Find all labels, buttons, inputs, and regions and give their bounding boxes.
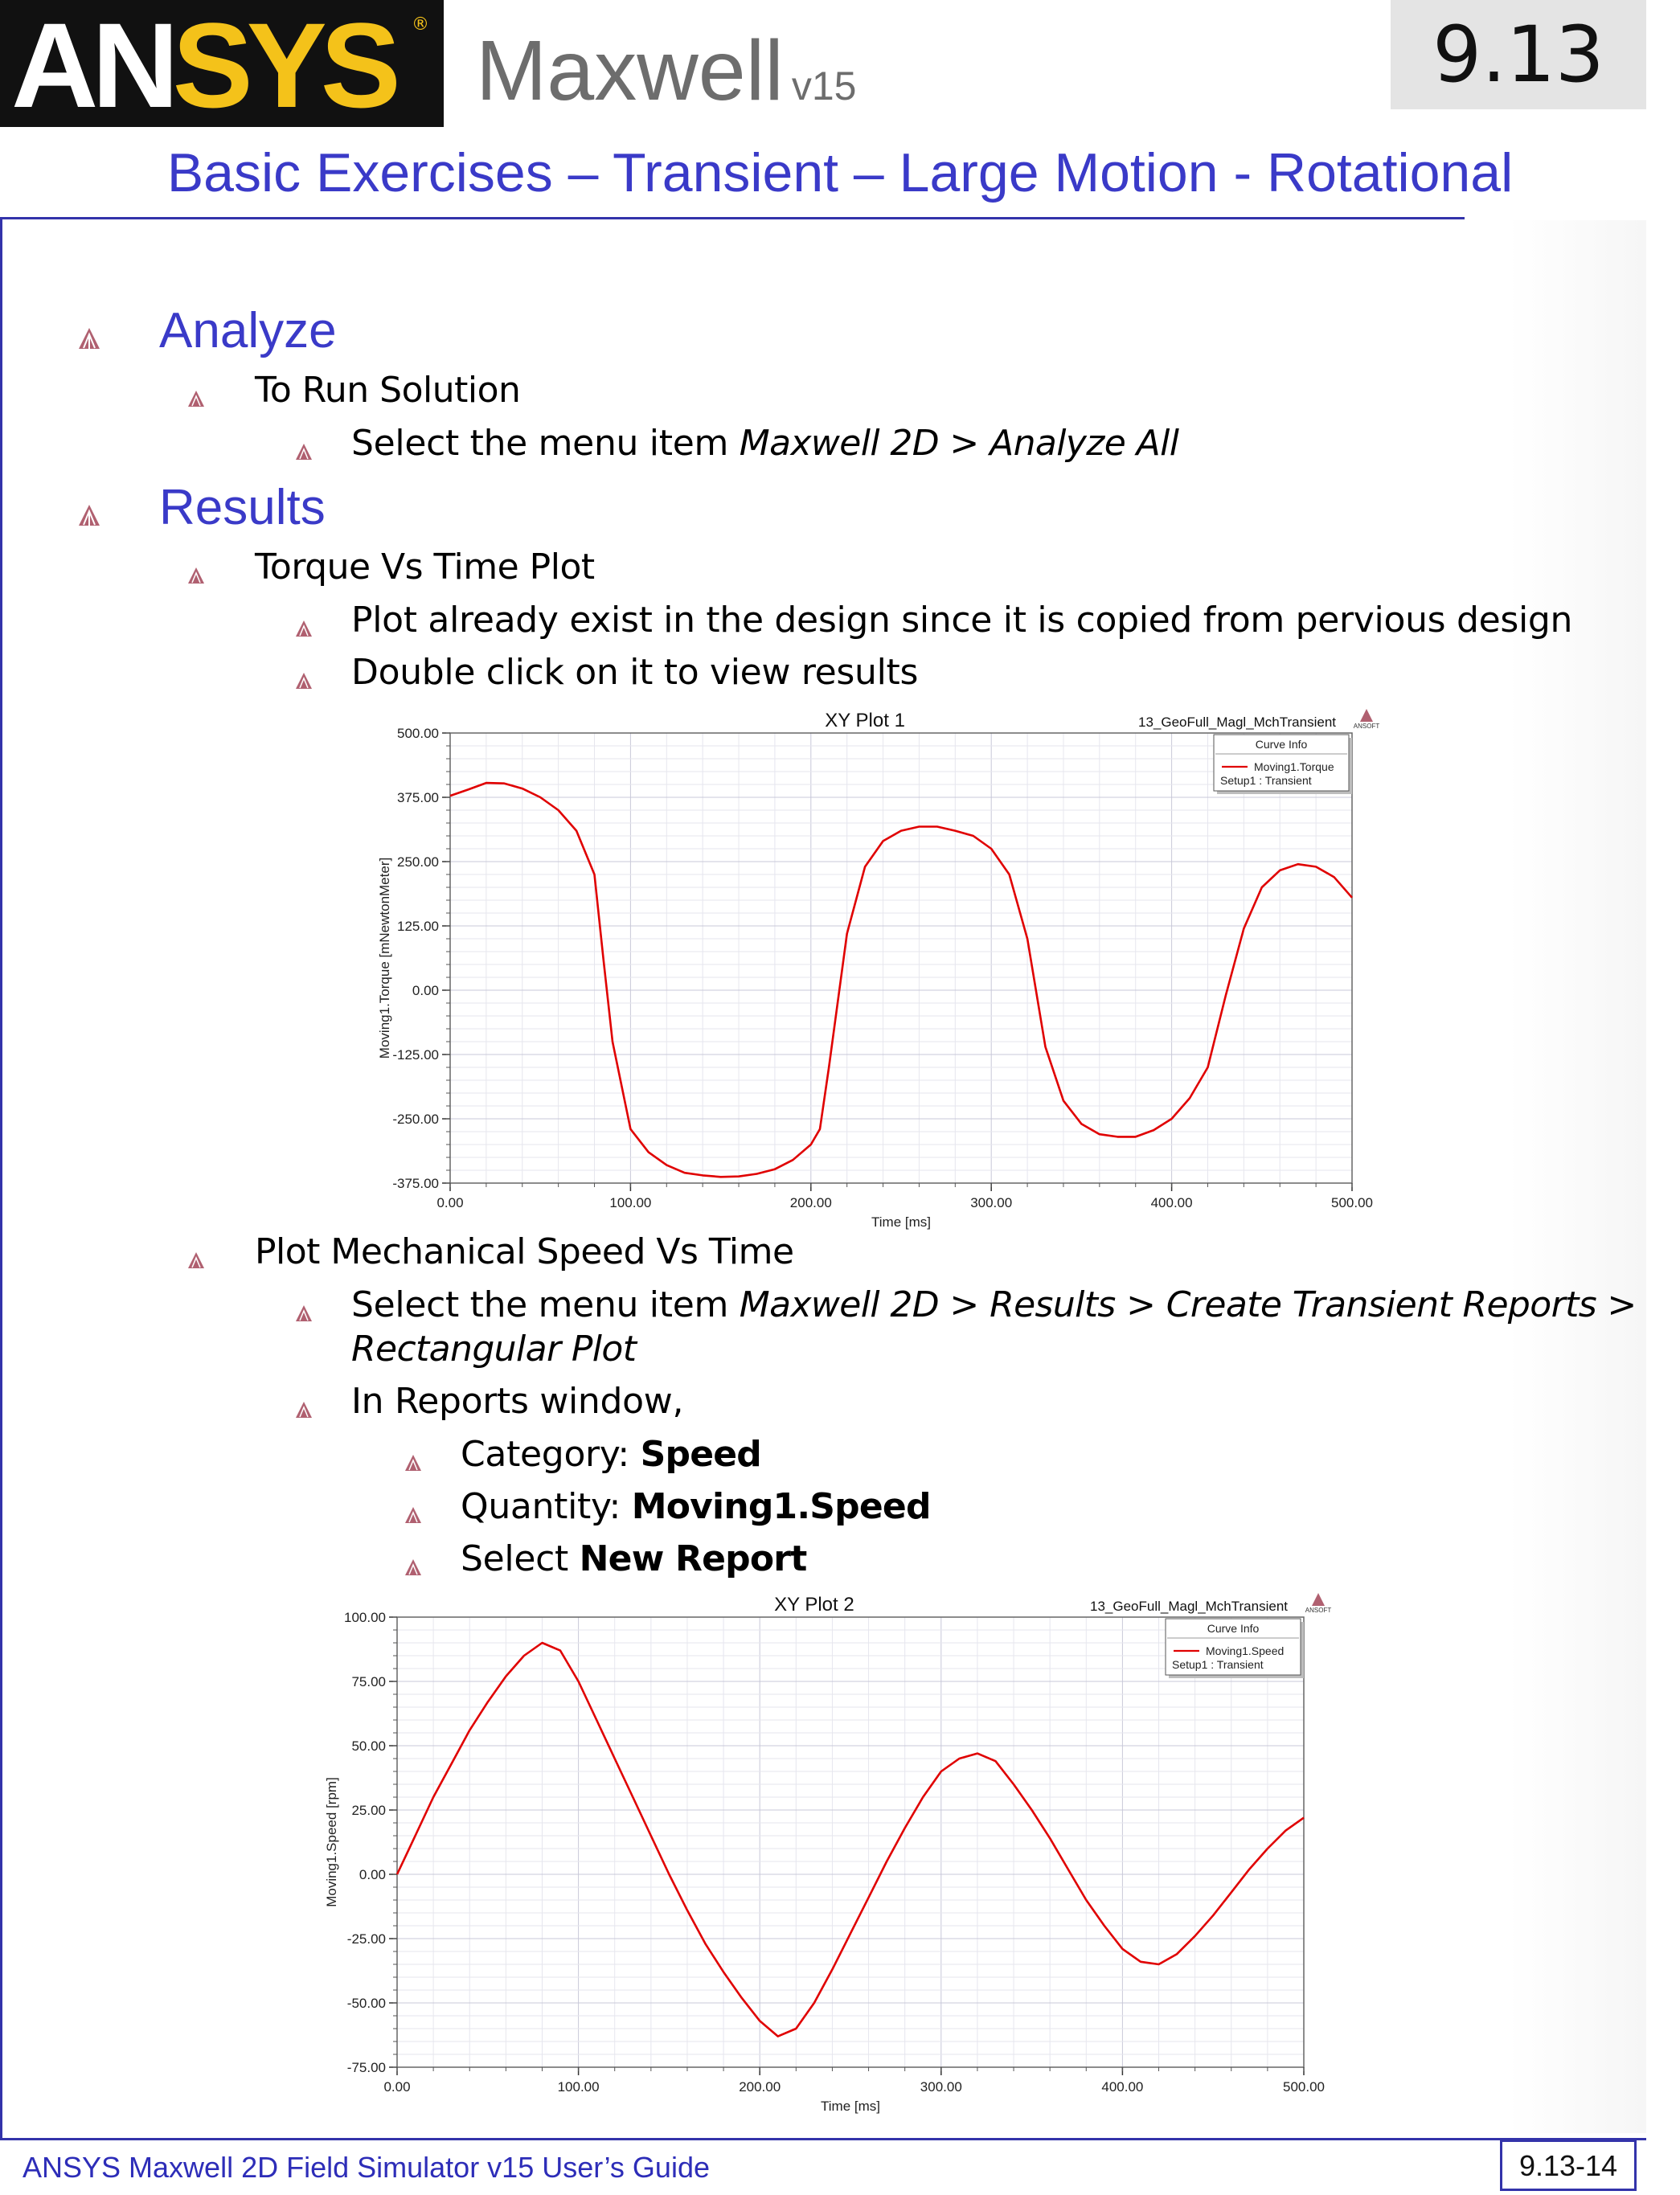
torque-item-1: Plot already exist in the design since it is copied from pervious design <box>351 600 1573 641</box>
y-tick-label: -125.00 <box>392 1047 439 1063</box>
y-tick-label: 250.00 <box>397 854 439 870</box>
heading-results: Results <box>159 480 326 535</box>
x-tick-label: 500.00 <box>1283 2079 1325 2095</box>
y-tick-label: 0.00 <box>359 1867 386 1882</box>
quantity-item: Quantity: Moving1.Speed <box>461 1486 931 1527</box>
footer-guide-title: ANSYS Maxwell 2D Field Simulator v15 User’s Guide <box>23 2151 710 2184</box>
y-tick-label: 375.00 <box>397 790 439 805</box>
ansoft-brand-label: ANSOFT <box>1353 723 1380 730</box>
torque-item-2: Double click on it to view results <box>351 652 919 693</box>
ansoft-logo-icon <box>1312 1593 1325 1606</box>
menu-path-rectangular-plot: Rectangular Plot <box>351 1329 637 1370</box>
bullet-icon <box>186 389 206 408</box>
bullet-icon <box>404 1505 423 1525</box>
x-tick-label: 300.00 <box>970 1195 1013 1210</box>
bullet-icon <box>186 1251 206 1270</box>
subheading-run-solution: To Run Solution <box>255 370 521 411</box>
legend-series-name: Moving1.Speed <box>1206 1644 1285 1657</box>
bullet-icon <box>294 442 313 461</box>
y-tick-label: 50.00 <box>351 1738 386 1754</box>
legend-title: Curve Info <box>1207 1622 1260 1635</box>
ansys-logo-text: ANSYS <box>11 0 395 133</box>
page-number: 9.13-14 <box>1518 2149 1618 2182</box>
legend-series-sub: Setup1 : Transient <box>1220 774 1312 787</box>
x-tick-label: 200.00 <box>739 2079 781 2095</box>
bullet-icon <box>186 566 206 585</box>
subheading-torque-plot: Torque Vs Time Plot <box>255 547 595 588</box>
plot-area <box>450 733 1352 1183</box>
chart-title: XY Plot 1 <box>825 710 905 731</box>
subheading-speed-plot: Plot Mechanical Speed Vs Time <box>255 1231 794 1272</box>
design-label: 13_GeoFull_Magl_MchTransient <box>1138 715 1336 730</box>
x-tick-label: 300.00 <box>920 2079 962 2095</box>
left-border <box>0 217 2 2138</box>
menu-path-analyze-all: Maxwell 2D > Analyze All <box>739 423 1179 464</box>
bullet-icon <box>77 503 101 527</box>
select-item: Select New Report <box>461 1538 807 1579</box>
x-tick-label: 200.00 <box>789 1195 832 1210</box>
ansoft-logo-icon <box>1360 709 1373 722</box>
bullet-icon <box>294 1304 313 1323</box>
x-axis-label: Time [ms] <box>871 1214 931 1230</box>
y-tick-label: -250.00 <box>392 1112 439 1127</box>
legend-series-name: Moving1.Torque <box>1254 760 1334 773</box>
title-divider <box>0 217 1465 219</box>
category-value: Speed <box>640 1434 761 1475</box>
footer-divider <box>0 2138 1646 2140</box>
y-tick-label: 500.00 <box>397 726 439 741</box>
product-version: v15 <box>791 63 857 109</box>
heading-analyze: Analyze <box>159 303 337 358</box>
bullet-icon <box>404 1453 423 1472</box>
bullet-icon <box>404 1558 423 1577</box>
y-tick-label: -375.00 <box>392 1176 439 1191</box>
product-name <box>476 23 856 134</box>
y-tick-label: 25.00 <box>351 1803 386 1818</box>
speed-item-1: Select the menu item Maxwell 2D > Results > Create Transient Reports > <box>351 1284 1637 1325</box>
bullet-icon <box>294 671 313 690</box>
y-tick-label: -50.00 <box>346 1996 386 2011</box>
legend-title: Curve Info <box>1255 738 1308 751</box>
x-tick-label: 100.00 <box>557 2079 600 2095</box>
x-tick-label: 0.00 <box>436 1195 464 1210</box>
bullet-icon <box>77 326 101 350</box>
y-axis-label: Moving1.Torque [mNewtonMeter] <box>377 857 392 1059</box>
x-tick-label: 100.00 <box>609 1195 652 1210</box>
x-tick-label: 400.00 <box>1150 1195 1193 1210</box>
page-title: Basic Exercises – Transient – Large Motion - Rotational <box>166 142 1514 203</box>
y-axis-label: Moving1.Speed [rpm] <box>324 1777 339 1907</box>
speed-vs-time-chart <box>305 1583 1334 2114</box>
ansoft-brand-label: ANSOFT <box>1305 1607 1332 1614</box>
x-axis-label: Time [ms] <box>821 2099 880 2114</box>
x-tick-label: 400.00 <box>1101 2079 1144 2095</box>
menu-path-transient-reports: Maxwell 2D > Results > Create Transient Reports > <box>739 1284 1637 1325</box>
speed-item-2: In Reports window, <box>351 1381 684 1422</box>
torque-vs-time-chart <box>354 699 1383 1230</box>
new-report-value: New Report <box>579 1538 807 1579</box>
section-number: 9.13 <box>1432 10 1604 100</box>
bullet-icon <box>294 619 313 638</box>
product-title: Maxwell <box>476 23 784 118</box>
chart-title: XY Plot 2 <box>774 1594 854 1616</box>
y-tick-label: 75.00 <box>351 1674 386 1689</box>
plot-area <box>397 1617 1304 2067</box>
run-solution-item: Select the menu item Maxwell 2D > Analyze All <box>351 423 1179 464</box>
x-tick-label: 0.00 <box>383 2079 411 2095</box>
design-label: 13_GeoFull_Magl_MchTransient <box>1090 1599 1288 1614</box>
y-tick-label: 0.00 <box>412 983 439 998</box>
quantity-value: Moving1.Speed <box>631 1486 931 1527</box>
y-tick-label: -75.00 <box>346 2060 386 2075</box>
right-margin-shade <box>1508 220 1646 2133</box>
y-tick-label: -25.00 <box>346 1931 386 1947</box>
y-tick-label: 100.00 <box>344 1610 386 1625</box>
registered-mark: ® <box>412 14 429 35</box>
legend-series-sub: Setup1 : Transient <box>1172 1658 1264 1671</box>
y-tick-label: 125.00 <box>397 919 439 934</box>
category-item: Category: Speed <box>461 1434 761 1475</box>
bullet-icon <box>294 1400 313 1419</box>
x-tick-label: 500.00 <box>1331 1195 1373 1210</box>
